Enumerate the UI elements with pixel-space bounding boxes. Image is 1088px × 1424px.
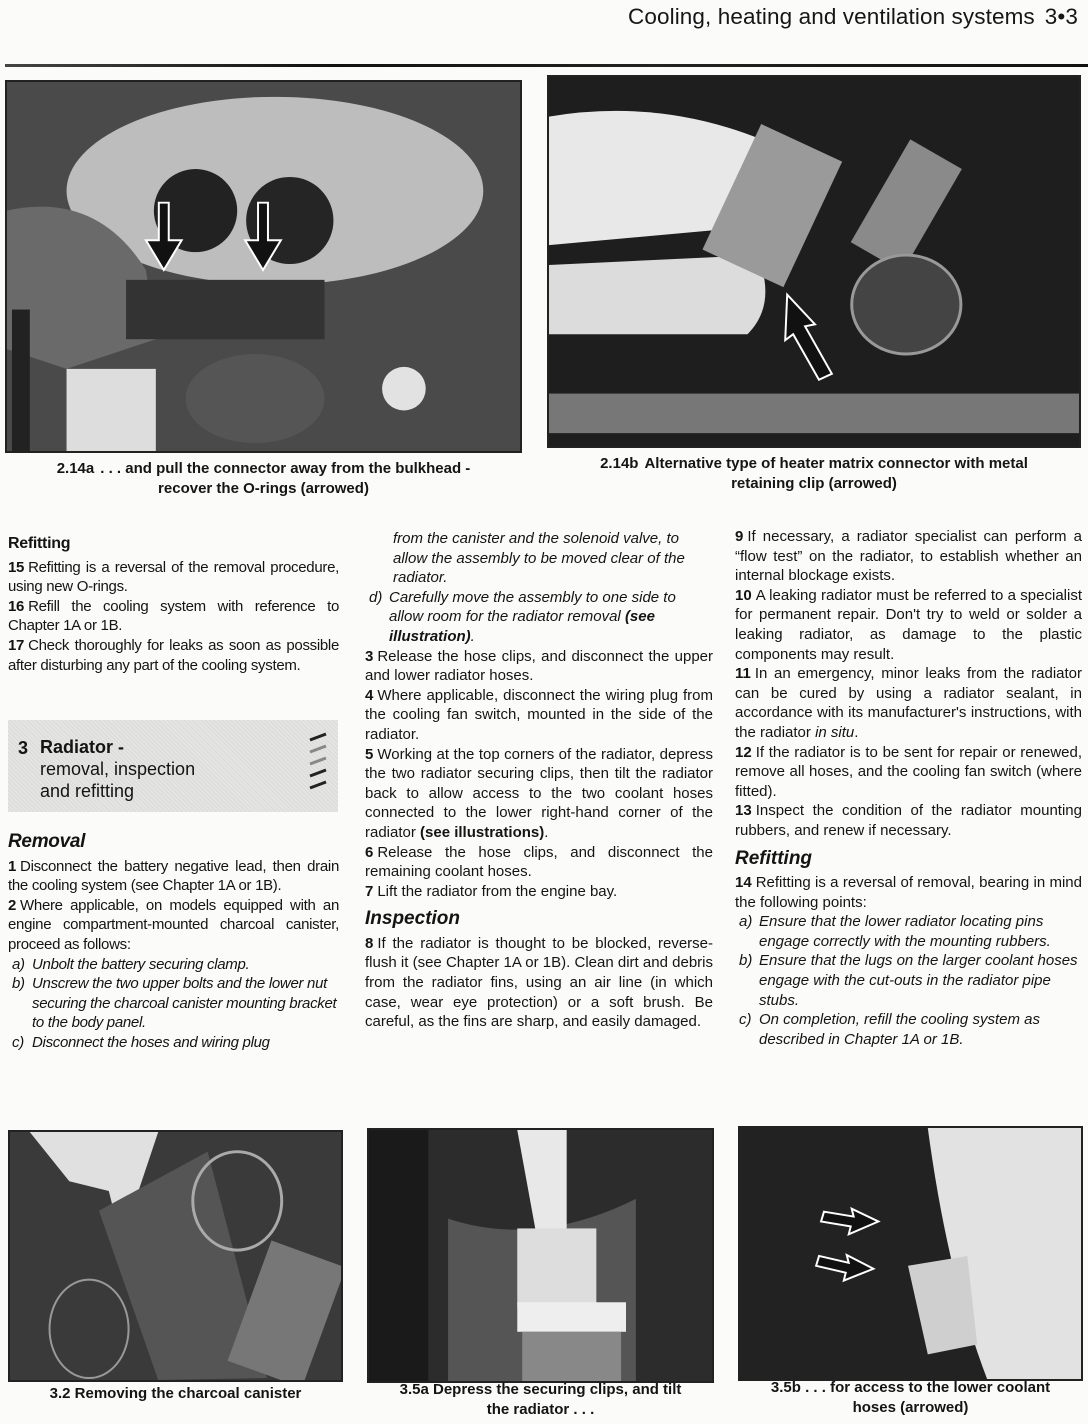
list-item: a) Unbolt the battery securing clamp. [12,955,250,973]
photo-3-5a [367,1128,714,1383]
subheading-removal: Removal [8,831,86,852]
text-column-3 [735,527,1082,1049]
spanner-difficulty-icon [306,730,330,800]
paragraph-15: 15 Refitting is a reversal of the removal procedure, using new O-rings. [8,558,339,596]
paragraph-4: 4 Where applicable, disconnect the wiring plug from the cooling fan switch, mounted in the side of the radiator. [365,686,713,743]
chapter-title: Cooling, heating and ventilation systems [628,4,1035,29]
caption-2-14b: 2.14b Alternative type of heater matrix connector with metal retaining clip (arrowed) [600,455,1028,492]
paragraph-14: 14 Refitting is a reversal of removal, bearing in mind the following points: [735,874,1082,911]
figure-number: 2.14a [56,460,95,477]
list-item: c) On completion, refill the cooling system as described in Chapter 1A or 1B. [739,1011,1040,1048]
text-column-1 [8,534,339,675]
paragraph-2: 2 Where applicable, on models equipped with an engine compartment-mounted charcoal canister, proceed as follows: [8,896,339,953]
paragraph-17: 17 Check thoroughly for leaks as soon as possible after disturbing any part of the cooling system. [8,636,339,674]
paragraph-11: 11 In an emergency, minor leaks from the radiator can be cured by using a radiator sealant, in accordance with its manufacturer's instructions, with the radiator in situ. [735,665,1082,741]
list-item-continued: from the canister and the solenoid valve, to allow the assembly to be moved clear of the radiator. [393,530,685,587]
paragraph-12: 12 If the radiator is to be sent for repair or renewed, remove all hoses, and the cooling fan switch (where fitted). [735,743,1082,800]
caption-3-5a: 3.5a Depress the securing clips, and tilt the radiator . . . [399,1381,682,1418]
photo-2-14b [547,75,1081,448]
caption-3-5b: 3.5b . . . for access to the lower coolant hoses (arrowed) [770,1379,1051,1416]
paragraph-8: 8 If the radiator is thought to be blocked, reverse-flush it (see Chapter 1A or 1B). Clean dirt and debris from the radiator fins, using an air line (in which case, wear eye protection) or a soft brush. Be careful, as the fins are sharp, and easily damaged. [365,934,713,1031]
list-item: b) Unscrew the two upper bolts and the lower nut securing the charcoal canister mounting bracket to the body panel. [12,975,337,1032]
section-heading-box [8,720,338,812]
photo-3-2 [8,1130,343,1382]
caption-2-14a: 2.14a . . . and pull the connector away from the bulkhead - recover the O-rings (arrowed) [56,460,471,497]
list-item: d) Carefully move the assembly to one side to allow room for the radiator removal (see illustration). [369,588,676,645]
paragraph-1: 1 Disconnect the battery negative lead, then drain the cooling system (see Chapter 1A or 1B). [8,857,339,895]
figure-number: 3.5b [770,1379,801,1396]
list-item: c) Disconnect the hoses and wiring plug [12,1033,270,1051]
figure-number: 3.2 [49,1385,71,1402]
figure-number: 3.5a [399,1381,429,1398]
paragraph-13: 13 Inspect the condition of the radiator mounting rubbers, and renew if necessary. [735,802,1082,839]
illustration-reference: (see illustrations) [420,823,545,841]
paragraph-6: 6 Release the hose clips, and disconnect the remaining coolant hoses. [365,843,713,881]
paragraph-3: 3 Release the hose clips, and disconnect the upper and lower radiator hoses. [365,647,713,685]
list-item: b) Ensure that the lugs on the larger coolant hoses engage with the cut-outs in the radiator pipe stubs. [739,952,1078,1009]
page-header [628,4,1078,30]
list-item: a) Ensure that the lower radiator locating pins engage correctly with the mounting rubbers. [739,913,1051,950]
illustration-reference: (see illustration) [389,608,655,645]
subheading-refitting: Refitting [735,847,813,869]
figure-number: 2.14b [600,455,639,472]
text-column-2 [365,529,713,1032]
page-number: 3•3 [1044,4,1078,29]
section-number: 3 [18,738,29,758]
paragraph-7: 7 Lift the radiator from the engine bay. [365,882,618,900]
photo-2-14a [5,80,522,453]
photo-3-5b [738,1126,1083,1381]
paragraph-16: 16 Refill the cooling system with reference to Chapter 1A or 1B. [8,597,339,635]
paragraph-9: 9 If necessary, a radiator specialist can perform a “flow test” on the radiator, to establish whether an internal blockage exists. [735,528,1082,585]
paragraph-10: 10 A leaking radiator must be referred to a specialist for permanent repair. Don't try to weld or solder a leaking radiator, as damage to the plastic components may result. [735,586,1082,663]
text-column-1-removal [8,832,339,1053]
subheading-refitting: Refitting [8,535,71,552]
section-title: Radiator - removal, inspection and refitting [40,737,196,801]
caption-3-2: 3.2 Removing the charcoal canister [49,1385,302,1402]
subheading-inspection: Inspection [365,908,461,930]
paragraph-5: 5 Working at the top corners of the radiator, depress the two radiator securing clips, then tilt the radiator back to allow access to the two coolant hoses connected to the lower right-hand corner of the radiator (see illustrations). [365,745,713,841]
header-rule [5,64,1088,67]
